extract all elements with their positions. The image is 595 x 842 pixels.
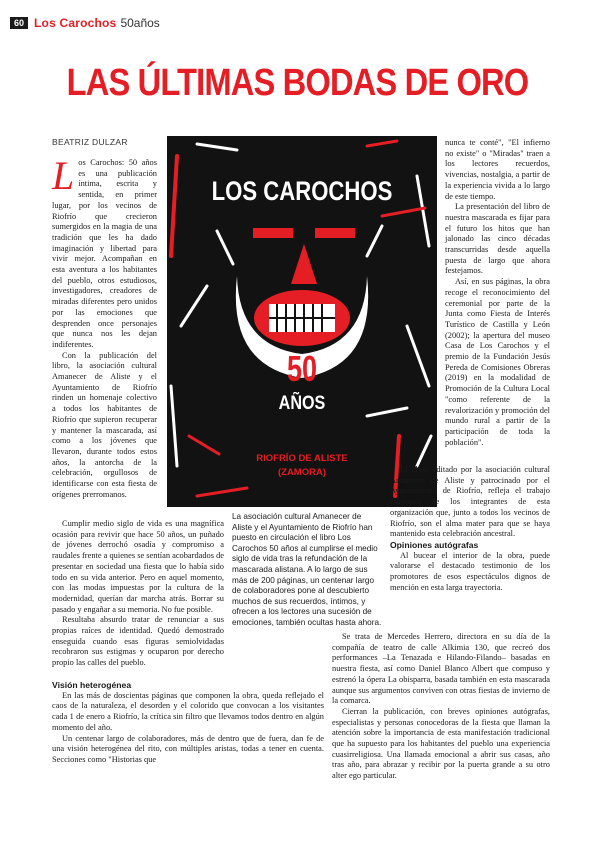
right-wide-column	[390, 465, 550, 593]
paragraph: Con la publicación del libro, la asociación cultural Amanecer de Aliste y el Ayuntamiento de Riofrío rinden un homenaje colectivo a todos los habitantes de Riofrío que supieron recuperar y mantener la mascarada, así como a los jóvenes que llevaron, durante todos estos años, la antorcha de la celebración, orgullosos de identificarse con esta fiesta de orígenes prerromanos.	[52, 350, 157, 499]
paragraph: En las más de doscientas páginas que componen la obra, queda reflejado el caos de la naturaleza, el desorden y el colorido que convocan a los visitantes cada 1 de enero a Riofrío, la crítica sin filtro que llevamos todos dentro en algún momento del año.	[52, 690, 324, 732]
paragraph: Se trata de Mercedes Herrero, directora en su día de la compañía de teatro de calle Alkimia 130, que recreó dos performances –La Tenazada e Hilando-Filando– basadas en nuestra fiesta, así como Daniel Blanco Albert que compuso y estrenó la ópera La obisparra, basada también en esta mascarada aunque sus argumentos conviven con otras fiestas de invierno de la comarca.	[332, 632, 550, 706]
paragraph: Un centenar largo de colaboradores, más de dentro que de fuera, dan fe de una visión heterogénea del rito, con múltiples aristas, todas a tener en cuenta. Secciones como "Historias que	[52, 733, 324, 764]
paragraph: La presentación del libro de nuestra mascarada es fijar para el futuro los hitos que han jalonado las cinco décadas transcurridas desde aquella puesta de largo que ahora festejamos.	[445, 202, 550, 276]
cover-years: AÑOS	[278, 393, 326, 414]
article-title: LAS ÚLTIMAS BODAS DE ORO	[66, 62, 529, 104]
paragraph: os Carochos: 50 años es una publicación íntima, escrita y sentida, en primer lugar, por los vecinos de Riofrío que crecieron sumergidos en la magia de una tradición que les ha dado imaginación y libertad para vivir mejor. Acompañan en esta aventura a los habitantes del pueblo, otros estudiosos, investigadores, creadores de miradas diferentes pero unidos por las emociones que desprenden once personajes que nunca nos les dejan indiferentes.	[52, 158, 157, 349]
image-caption: La asociación cultural Amanecer de Aliste y el Ayuntamiento de Riofrío han puesto en circulación el libro Los Carochos 50 años al cumplirse el medio siglo de vida tras la refundación de la mascarada alistana. A lo largo de sus más de 200 páginas, un centenar largo de colaboradores pone al descubierto muchos de sus recuerdos, íntimos, y ofrecen a los lectores una sucesión de emociones, también ocultas hasta ahora.	[232, 512, 382, 627]
anniversary-logo: 50años	[120, 16, 160, 30]
paragraph: Cierran la publicación, con breves opiniones autógrafas, especialistas y personas conocedoras de la fiesta que llaman la atención sobre la importancia de esta manifestación tradicional que ha supuesto para los habitantes del pueblo una experiencia cuasirreligiosa. Una llamada emocional a abrir sus casas, año tras año, para abrazar y recibir por la puerta grande a su otro alter ego particular.	[332, 706, 550, 781]
magazine-title: Los Carochos	[34, 16, 117, 30]
cover-region: (ZAMORA)	[277, 467, 326, 478]
paragraph: Resultaba absurdo tratar de renunciar a sus propias raíces de identidad. Quedó demostrado enseguida cuando esas figuras semiolvidadas recobraron sus estigmas y ocuparon por derecho propio las calles del pueblo.	[52, 615, 224, 668]
left-wide-column	[52, 519, 224, 669]
left-column	[52, 153, 157, 501]
cover-number: 50	[286, 348, 318, 389]
cover-place: RIOFRÍO DE ALISTE	[256, 453, 348, 464]
byline: BEATRIZ DULZAR	[52, 137, 128, 147]
book-cover-image	[167, 136, 437, 507]
paragraph: Así, en sus páginas, la obra recoge el reconocimiento del ceremonial por parte de la Junta como Fiesta de Interés Turístico de Castilla y León (2002); la apertura del museo Casa de Los Carochos y el premio de la Fundación Jesús Pereda de Comisiones Obreras (2019) en la modalidad de Promoción de la Cultura Local "como referente de la revalorización y promoción del mundo rural a partir de la participación de toda la población".	[445, 277, 550, 447]
right-bottom-column	[332, 632, 550, 782]
paragraph: Cumplir medio siglo de vida es una magnífica ocasión para revivir que hace 50 años, un puñado de jóvenes derrochó osadía y compromiso a raudales frente a quienes se sentían acobardados de presentar en sociedad una fiesta que lo había sido todo en su vida anterior. Pero en aquel momento, con las modas impuestas por la cultura de la modernidad, querían dar marcha atrás. Borrar su pasado y engañar a su memoria. No fue posible.	[52, 519, 224, 614]
left-bottom-column	[52, 680, 324, 766]
cover-title: LOS CAROCHOS	[211, 176, 393, 206]
right-column	[445, 138, 550, 448]
section-heading: Visión heterogénea	[52, 680, 132, 690]
paragraph: El libro, editado por la asociación cultural Amanecer de Aliste y patrocinado por el Ayuntamiento de Riofrío, refleja el trabajo colectivo de los integrantes de esta organización que, junto a todos los vecinos de Riofrío, son el alma mater para que se haya mantenido esta celebración ancestral.	[390, 465, 550, 539]
paragraph: nunca te conté", "El infierno no existe" o "Miradas" traen a los lectores recuerdos, vivencias, nostalgia, a partir de la experiencia vivida a lo largo de este tiempo.	[445, 138, 550, 201]
drop-cap: L	[52, 153, 75, 198]
paragraph: Al bucear el interior de la obra, puede valorarse el destacado testimonio de los promotores de esos espectáculos dignos de mención en esta larga trayectoria.	[390, 550, 550, 592]
section-heading: Opiniones autógrafas	[390, 539, 479, 550]
page-header	[10, 16, 160, 30]
page-number: 60	[10, 17, 28, 29]
